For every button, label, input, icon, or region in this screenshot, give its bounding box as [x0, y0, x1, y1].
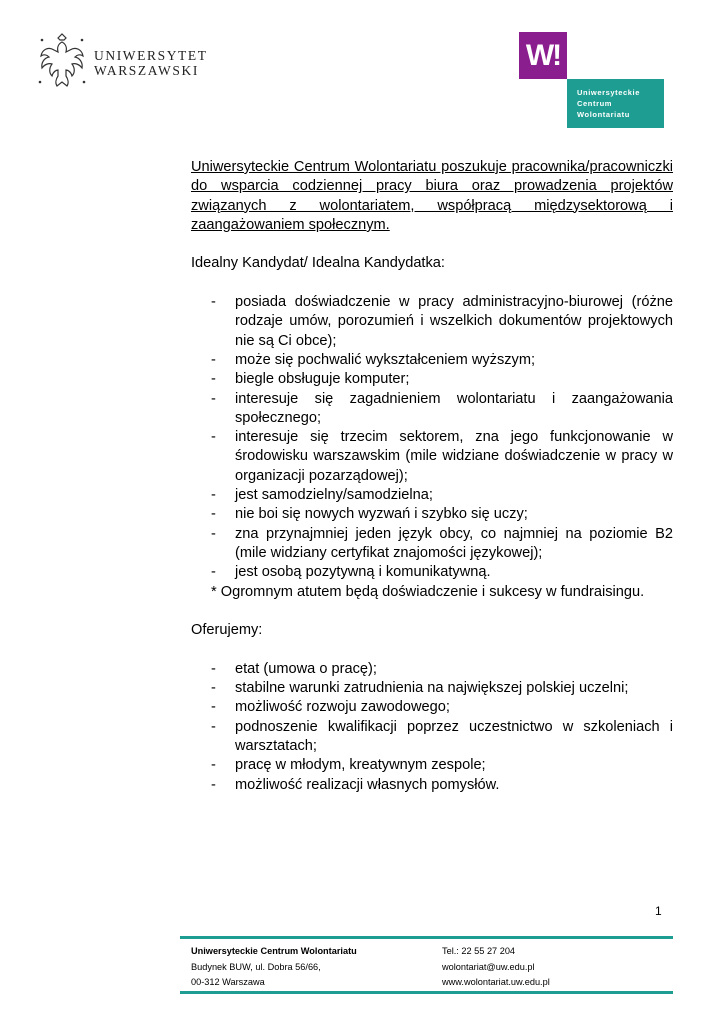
fundraising-note: * Ogromnym atutem będą doświadczenie i sukcesy w fundraisingu. — [211, 583, 645, 600]
headline-line: związanych z wolontariatem, współpracą międzysektorową i — [191, 197, 673, 214]
list-item: - podnoszenie kwalifikacji poprzez uczestnictwo w szkoleniach i warsztatach; — [211, 718, 673, 754]
list-item: - możliwość rozwoju zawodowego; — [211, 699, 450, 716]
candidate-heading: Idealny Kandydat/ Idealna Kandydatka: — [191, 255, 445, 272]
document-body — [191, 158, 673, 795]
footer-email[interactable]: wolontariat@uw.edu.pl — [442, 961, 535, 972]
offer-heading: Oferujemy: — [191, 622, 263, 639]
headline-line: zaangażowaniem społecznym. — [191, 216, 390, 233]
footer-org-name: Uniwersyteckie Centrum Wolontariatu — [191, 946, 357, 956]
volunteering-centre-logo — [519, 32, 664, 128]
logo-mark: W! — [519, 32, 567, 79]
list-item: - nie boi się nowych wyzwań i szybko się uczy; — [211, 506, 528, 523]
footer-contact — [442, 944, 550, 991]
university-logo — [36, 30, 206, 92]
footer-address-line1: Budynek BUW, ul. Dobra 56/66, — [191, 961, 321, 972]
list-item: - zna przynajmniej jeden język obcy, co najmniej na poziomie B2 (mile widziany certyfikat znajomości językowej); — [211, 525, 673, 561]
list-item: - jest samodzielny/samodzielna; — [211, 487, 433, 504]
job-headline — [191, 158, 673, 235]
headline-line: do wsparcia codziennej pracy biura oraz prowadzenia projektów — [191, 178, 673, 195]
footer-website[interactable]: www.wolontariat.uw.edu.pl — [442, 977, 550, 987]
list-item: - etat (umowa o pracę); — [211, 660, 377, 677]
footer-address-line2: 00-312 Warszawa — [191, 977, 265, 987]
university-name-line2: WARSZAWSKI — [94, 63, 199, 78]
logo-name-line2: Centrum — [577, 99, 613, 108]
list-item: - pracę w młodym, kreatywnym zespole; — [211, 757, 486, 774]
footer-top-divider — [180, 936, 673, 939]
list-item: - stabilne warunki zatrudnienia na największej polskiej uczelni; — [211, 680, 629, 697]
logo-name-line1: Uniwersyteckie — [577, 88, 641, 97]
list-item: - interesuje się trzecim sektorem, zna jego funkcjonowanie w środowisku warszawskim (mile widziane doświadczenie w pracy w organizacji pozarządowej); — [211, 429, 673, 484]
footer-address — [191, 944, 357, 991]
footer-bottom-divider — [180, 991, 673, 994]
university-name — [94, 48, 208, 78]
footer-phone: Tel.: 22 55 27 204 — [442, 946, 516, 956]
logo-name-line3: Wolontariatu — [577, 110, 630, 119]
list-item: - biegle obsługuje komputer; — [211, 371, 410, 388]
eagle-emblem-icon — [36, 30, 88, 92]
page-number: 1 — [655, 904, 662, 918]
logo-name-block — [567, 79, 664, 128]
list-item: - posiada doświadczenie w pracy administracyjno-biurowej (różne rodzaje umów, porozumień i wszelkich dokumentów projektowych nie są Ci obce); — [211, 294, 673, 349]
list-item: - interesuje się zagadnieniem wolontariatu i zaangażowania społecznego; — [211, 390, 673, 426]
headline-line: Uniwersyteckie Centrum Wolontariatu poszukuje pracownika/pracowniczki — [191, 159, 673, 175]
university-name-line1: UNIWERSYTET — [94, 48, 208, 63]
list-item: - jest osobą pozytywną i komunikatywną. — [211, 564, 491, 581]
list-item: - może się pochwalić wykształceniem wyższym; — [211, 351, 536, 368]
list-item: - możliwość realizacji własnych pomysłów. — [211, 776, 500, 793]
offer-list — [191, 660, 673, 795]
candidate-requirements-list — [191, 293, 673, 582]
